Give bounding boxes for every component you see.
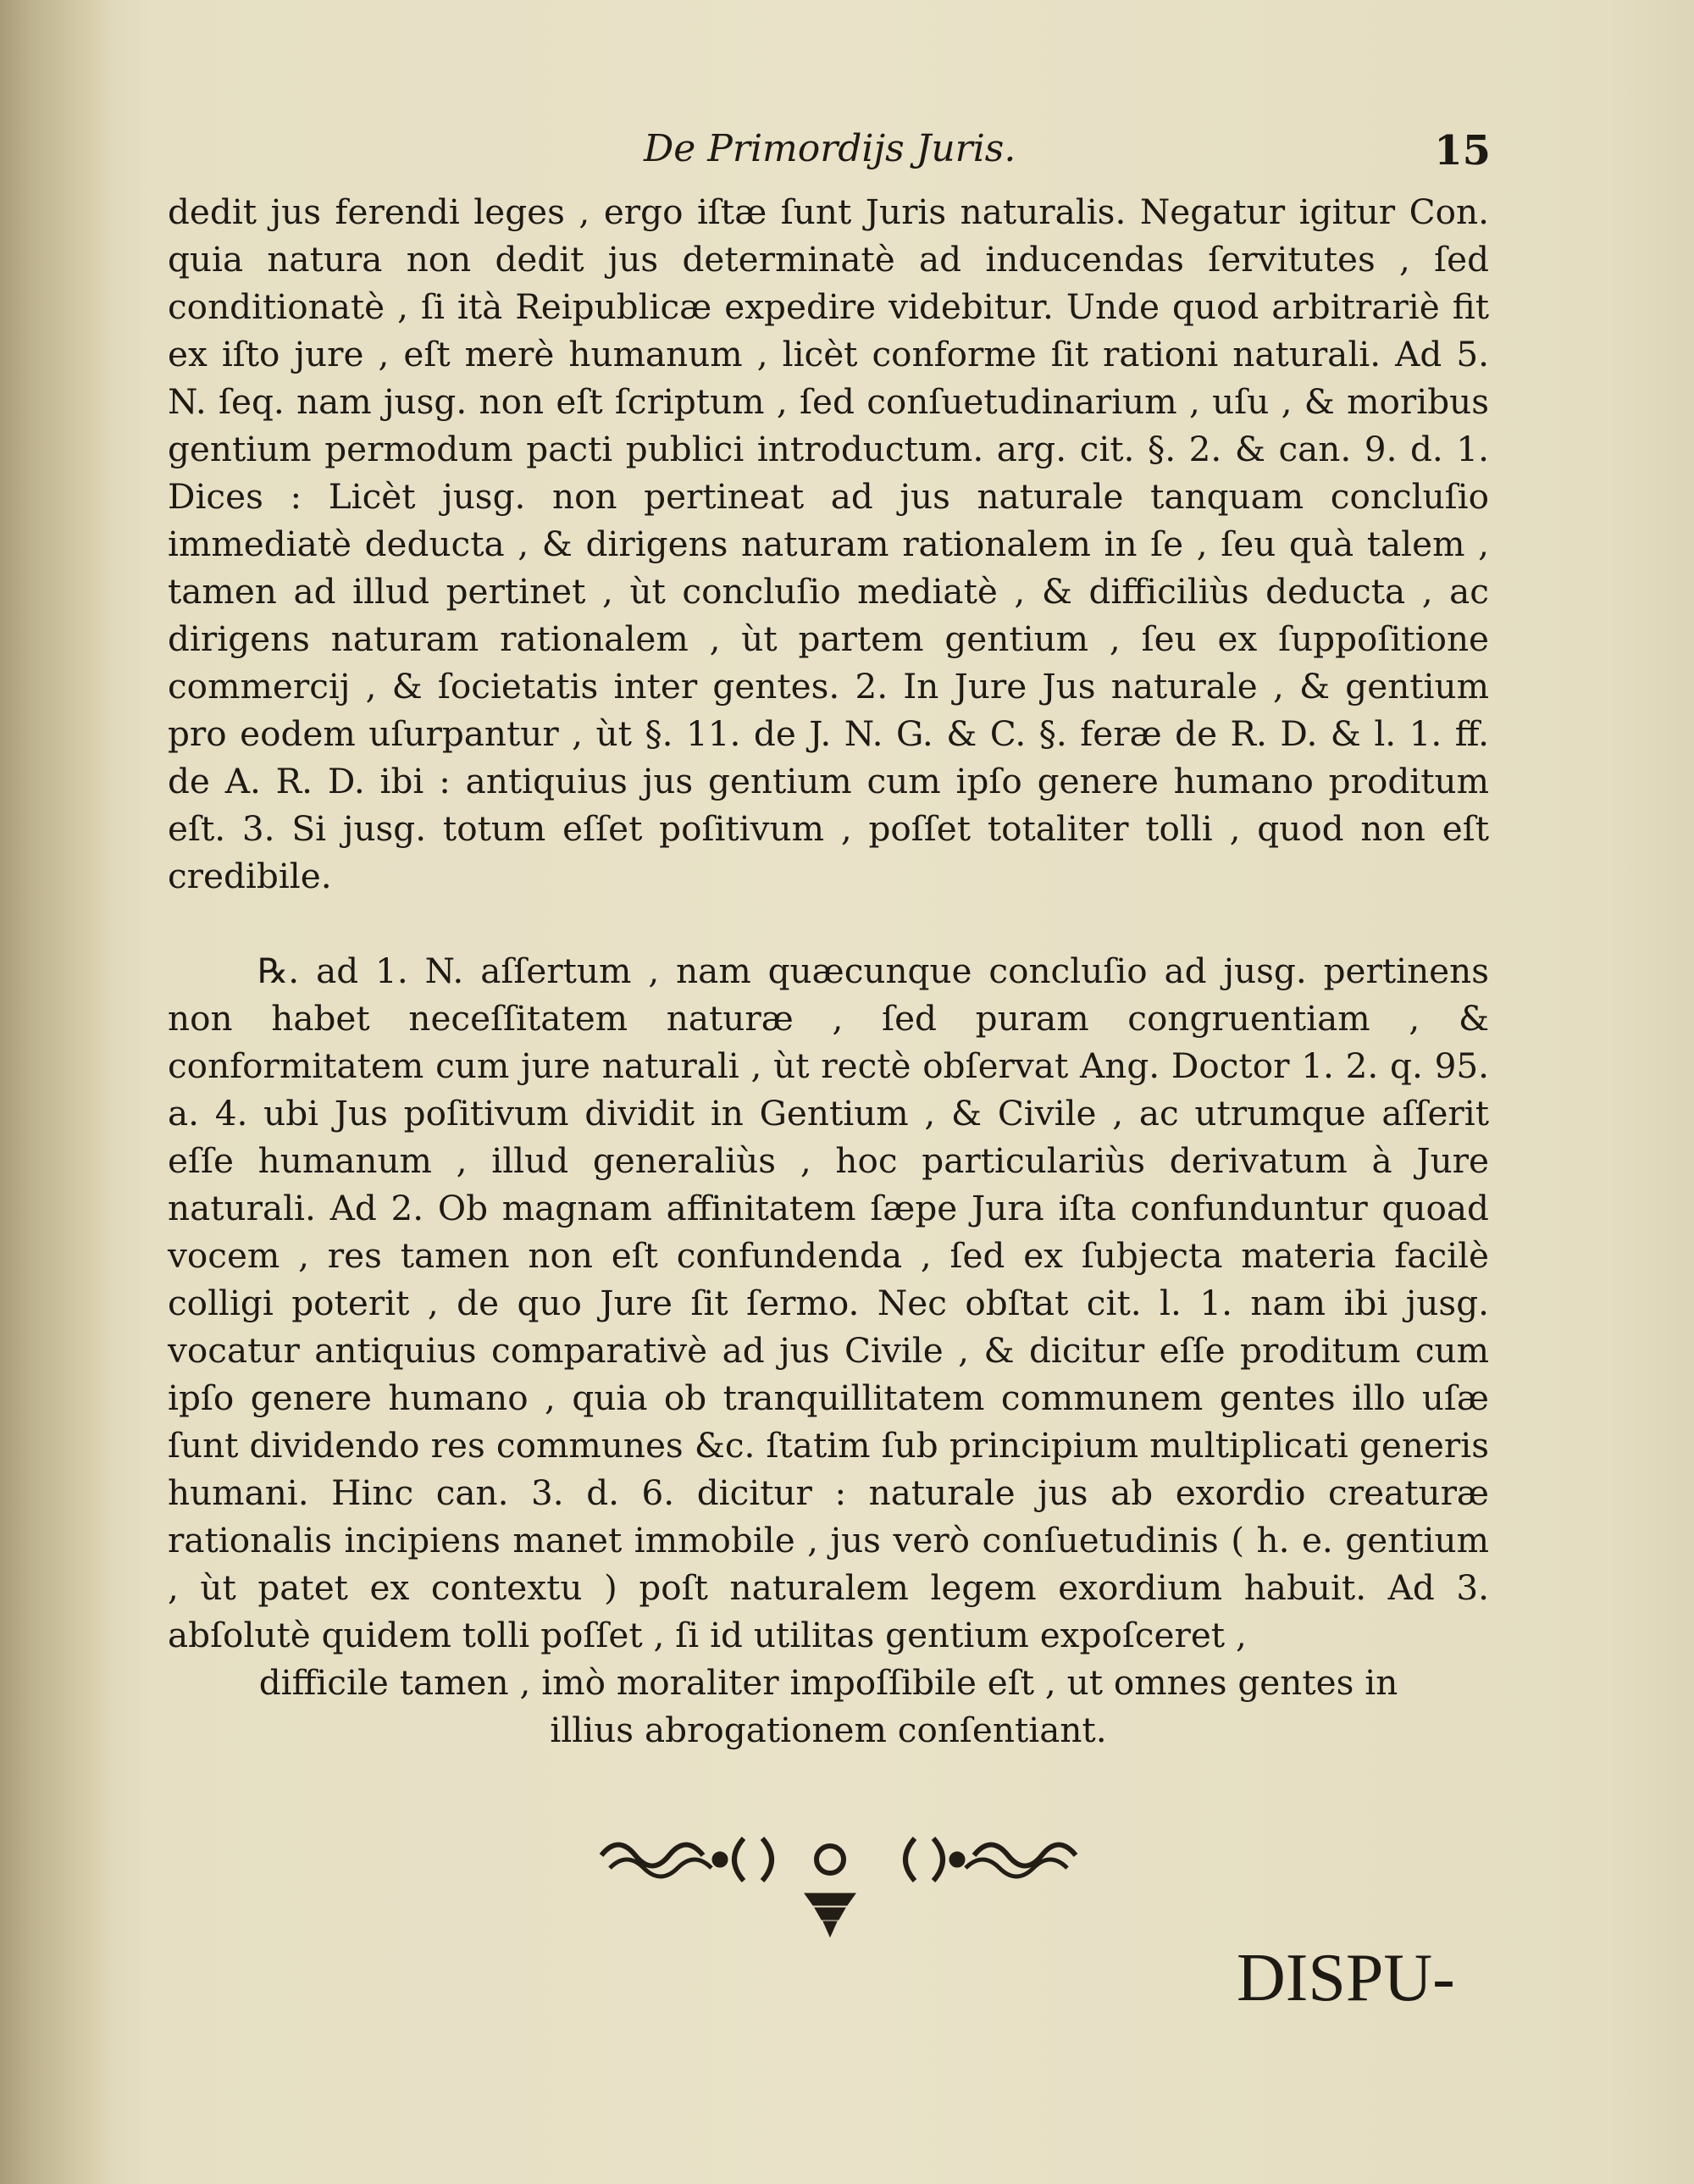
paragraph-response: ℞. ad 1. N. aſſertum , nam quæcunque concluſio ad jusg. pertinens non habet neceſſitatem naturæ , ſed puram congruentiam , & conformitatem cum jure naturali , ùt rectè obſervat Ang. Doctor 1. 2. q. 95. a. 4. ubi Jus poſitivum dividit in Gentium , & Civile , ac utrumque aſſerit eſſe humanum , illud generaliùs , hoc particulariùs derivatum à Jure naturali. Ad 2. Ob magnam affinitatem ſæpe Jura iſta confunduntur quoad vocem , res tamen non eſt confundenda , ſed ex ſubjecta materia facilè colligi poterit , de quo Jure ſit ſermo. Nec obſtat cit. l. 1. nam ibi jusg. vocatur antiquius comparativè ad jus Civile , & dicitur eſſe proditum cum ipſo genere humano , quia ob tranquillitatem communem gentes illo uſæ ſunt dividendo res communes &c. ſtatim ſub principium multiplicati generis humani. Hinc can. 3. d. 6. dicitur : naturale jus ab exordio creaturæ rationalis incipiens manet immobile , jus verò conſuetudinis ( h. e. gentium , ùt patet ex contextu ) poſt naturalem legem exordium habuit. Ad 3. abſolutè quidem tolli poſſet , ſi id utilitas gentium expoſceret , — [168, 951, 1489, 1655]
running-head: De Primordijs Juris. — [644, 127, 1016, 170]
printers-ornament-icon — [593, 1804, 1101, 1940]
page-header — [169, 127, 1491, 178]
binding-gutter — [0, 0, 110, 2184]
catchword: DISPU- — [1237, 1941, 1455, 2015]
body-text — [168, 188, 1489, 1754]
paragraph-closing: difficile tamen , imò moraliter impoſſibile eſt , ut omnes gentes in illius abrogationem conſentiant. — [258, 1662, 1398, 1750]
page-number: 15 — [1434, 127, 1491, 175]
paragraph-objections: dedit jus ferendi leges , ergo iſtæ ſunt Juris naturalis. Negatur igitur Con. quia natura non dedit jus determinatè ad inducendas ſervitutes , ſed conditionatè , ſi ità Reipublicæ expedire videbitur. Unde quod arbitrariè fit ex iſto jure , eſt merè humanum , licèt conforme ſit rationi naturali. Ad 5. N. ſeq. nam jusg. non eſt ſcriptum , ſed conſuetudinarium , uſu , & moribus gentium permodum pacti publici introductum. arg. cit. §. 2. & can. 9. d. 1. Dices : Licèt jusg. non pertineat ad jus naturale tanquam concluſio immediatè deducta , & dirigens naturam rationalem in ſe , ſeu quà talem , tamen ad illud pertinet , ùt concluſio mediatè , & difficiliùs deducta , ac dirigens naturam rationalem , ùt partem gentium , ſeu ex ſuppoſitione commercij , & ſocietatis inter gentes. 2. In Jure Jus naturale , & gentium pro eodem uſurpantur , ùt §. 11. de J. N. G. & C. §. feræ de R. D. & l. 1. ff. de A. R. D. ibi : antiquius jus gentium cum ipſo genere humano proditum eſt. 3. Si jusg. totum eſſet poſitivum , poſſet totaliter tolli , quod non eſt credibile. — [168, 191, 1489, 896]
